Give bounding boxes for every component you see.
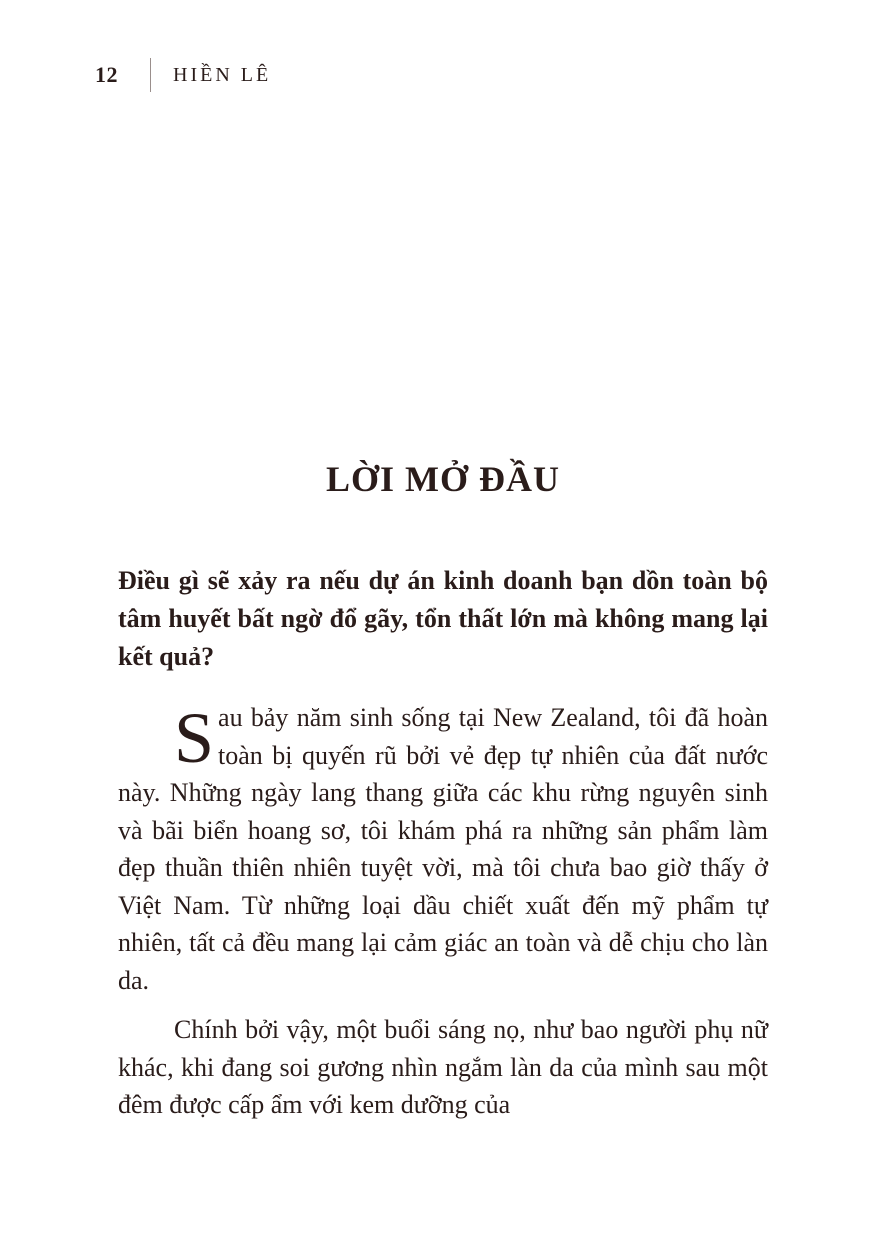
page-number: 12	[95, 62, 118, 87]
lead-question: Điều gì sẽ xảy ra nếu dự án kinh doanh bạn dồn toàn bộ tâm huyết bất ngờ đổ gãy, tổn thất lớn mà không mang lại kết quả?	[118, 566, 768, 671]
chapter-title: LỜI MỞ ĐẦU	[326, 459, 560, 499]
paragraph-indent	[118, 699, 174, 761]
running-header	[95, 58, 271, 92]
header-divider	[150, 58, 151, 92]
body-paragraph-1-text: au bảy năm sinh sống tại New Zealand, tôi đã hoàn toàn bị quyến rũ bởi vẻ đẹp tự nhiên của đất nước này. Những ngày lang thang giữa các khu rừng nguyên sinh và bãi biển hoang sơ, tôi khám phá ra những sản phẩm làm đẹp thuần thiên nhiên tuyệt vời, mà tôi chưa bao giờ thấy ở Việt Nam. Từ những loại dầu chiết xuất đến mỹ phẩm tự nhiên, tất cả đều mang lại cảm giác an toàn và dễ chịu cho làn da.	[118, 703, 768, 995]
author-name: HIỀN LÊ	[173, 63, 272, 86]
body-paragraph-2: Chính bởi vậy, một buổi sáng nọ, như bao người phụ nữ khác, khi đang soi gương nhìn ngắm làn da của mình sau một đêm được cấp ẩm với kem dưỡng của	[118, 1015, 768, 1119]
body-paragraph-1	[118, 699, 768, 999]
drop-cap: S	[174, 698, 215, 778]
